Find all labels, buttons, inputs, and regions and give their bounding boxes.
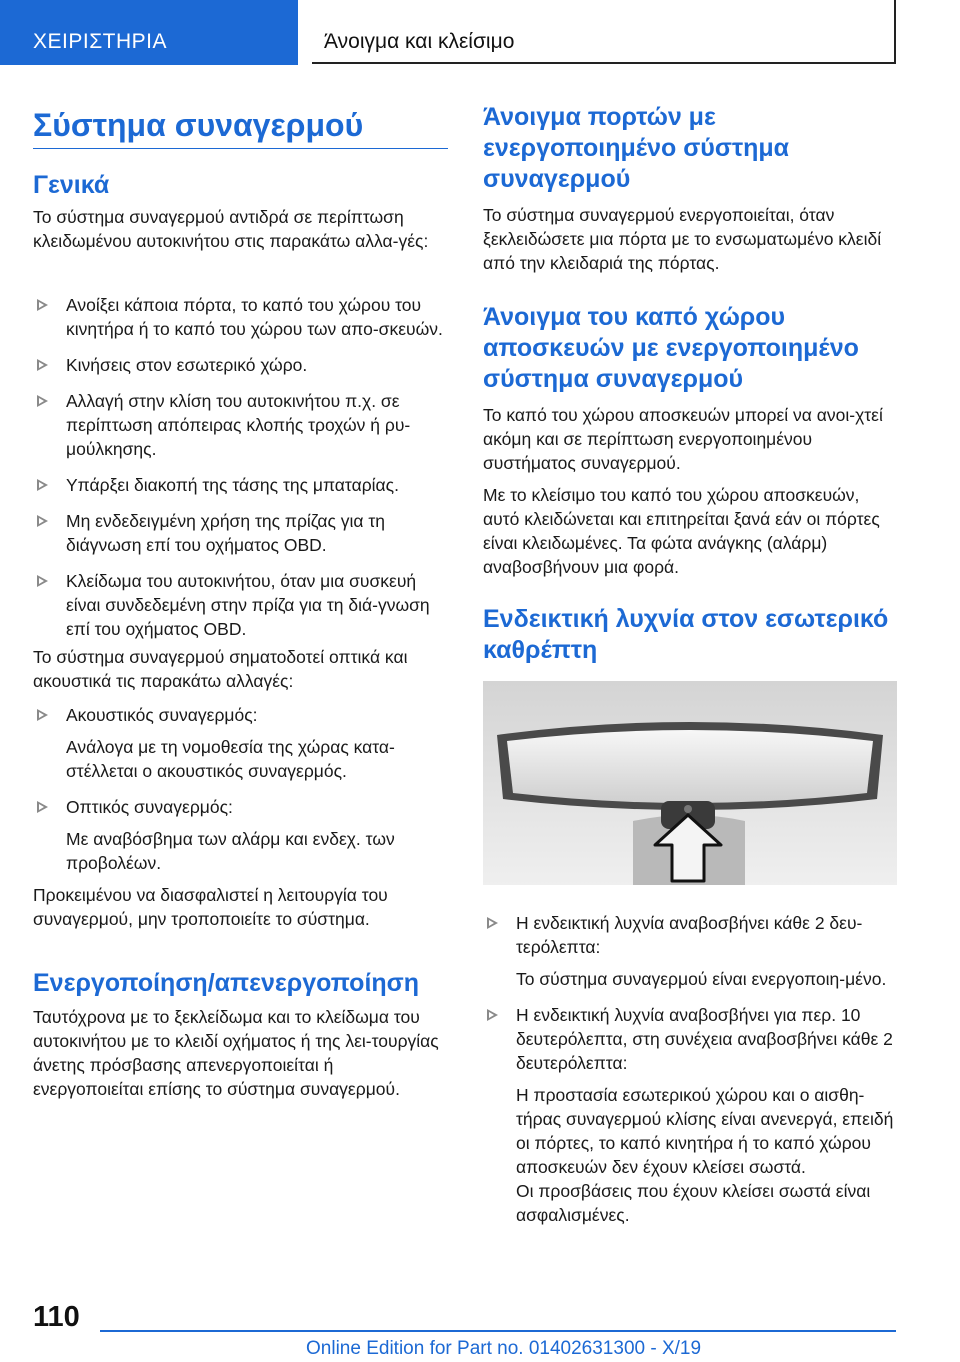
list-item-label: Ακουστικός συναγερμός: bbox=[66, 705, 258, 725]
list-item bbox=[33, 293, 448, 341]
doors-section bbox=[483, 102, 898, 275]
trunk-text-2: Με το κλείσιμο του καπό του χώρου αποσκευών, αυτό κλειδώνεται και επιτηρείται ξανά εάν οι πόρτες είναι κλειδωμένες. Τα φώτα ανάγκης (αλάρμ) αναβοσβήνουν μια φορά. bbox=[483, 485, 880, 577]
section-tab bbox=[0, 0, 298, 65]
list-item-text: Κλείδωμα του αυτοκινήτου, όταν μια συσκευή είναι συνδεδεμένη στην πρίζα για τη διά-γνωση επί του οχήματος OBD. bbox=[66, 571, 430, 639]
list-item-desc: Η προστασία εσωτερικού χώρου και ο αισθη-τήρας συναγερμού κλίσης είναι ανενεργά, επειδή οι πόρτες, το καπό κινητήρα ή το καπό χώρου αποσκευών δεν έχουν κλείσει σωστά. bbox=[516, 1085, 894, 1177]
triangle-bullet-icon bbox=[487, 917, 498, 929]
trunk-heading: Άνοιγμα του καπό χώρου αποσκευών με ενεργοποιημένο σύστημα συναγερμού bbox=[483, 303, 859, 393]
trunk-section bbox=[483, 302, 898, 579]
triangle-bullet-icon bbox=[37, 801, 48, 813]
chapter-title: Άνοιγμα και κλείσιμο bbox=[324, 30, 515, 53]
triangle-bullet-icon bbox=[37, 515, 48, 527]
general-intro: Το σύστημα συναγερμού αντιδρά σε περίπτωση κλειδωμένου αυτοκινήτου στις παρακάτω αλλα-γές: bbox=[33, 207, 429, 251]
footer-rule bbox=[100, 1330, 896, 1332]
list-item-text: Ανοίξει κάποια πόρτα, το καπό του χώρου του κινητήρα ή το καπό του χώρου των απο-σκευών. bbox=[66, 295, 443, 339]
list-item-text: Μη ενδεδειγμένη χρήση της πρίζας για τη διάγνωση επί του οχήματος OBD. bbox=[66, 511, 386, 555]
list-item bbox=[33, 473, 448, 497]
lamp-section bbox=[483, 604, 898, 666]
list-item-text: Υπάρξει διακοπή της τάσης της μπαταρίας. bbox=[66, 475, 399, 495]
doors-text: Το σύστημα συναγερμού ενεργοποιείται, όταν ξεκλειδώσετε μια πόρτα με το ενσωματωμένο κλειδί από την κλειδαριά της πόρτας. bbox=[483, 205, 882, 273]
triangle-bullet-icon bbox=[37, 359, 48, 371]
triangle-bullet-icon bbox=[37, 575, 48, 587]
list-item-label: Οπτικός συναγερμός: bbox=[66, 797, 233, 817]
warning-text: Προκειμένου να διασφαλιστεί η λειτουργία του συναγερμού, μην τροποποιείτε το σύστημα. bbox=[33, 885, 388, 929]
chapter-tab bbox=[312, 0, 896, 64]
trigger-list bbox=[33, 293, 448, 931]
triangle-bullet-icon bbox=[37, 395, 48, 407]
list-item-desc: Με αναβόσβημα των αλάρμ και ενδεχ. των προβολέων. bbox=[66, 829, 395, 873]
activation-heading: Ενεργοποίηση/απενεργοποίηση bbox=[33, 969, 420, 997]
list-item bbox=[33, 509, 448, 557]
lamp-list bbox=[483, 911, 898, 1227]
trunk-text-1: Το καπό του χώρου αποσκευών μπορεί να ανοι-χτεί ακόμη και σε περίπτωση ενεργοποιημένου συστήματος συναγερμού. bbox=[483, 405, 883, 473]
edition-text: Online Edition for Part no. 01402631300 - X/19 bbox=[306, 1338, 702, 1359]
list-item bbox=[33, 703, 448, 727]
list-item-text: Αλλαγή στην κλίση του αυτοκινήτου π.χ. σε περίπτωση απόπειρας κλοπής τροχών ή ρυ-μούλκησης. bbox=[66, 391, 411, 459]
rearview-mirror-illustration bbox=[483, 681, 897, 885]
list-item-desc: Ανάλογα με τη νομοθεσία της χώρας κατα-στέλλεται ο ακουστικός συναγερμός. bbox=[66, 737, 395, 781]
list-item-label: Η ενδεικτική λυχνία αναβοσβήνει για περ. 10 δευτερόλεπτα, στη συνέχεια αναβοσβήνει κάθε 2 δευτερόλεπτα: bbox=[516, 1005, 893, 1073]
activation-text: Ταυτόχρονα με το ξεκλείδωμα και το κλείδωμα του αυτοκινήτου με το κλειδί οχήματος ή της λει-τουργίας άνετης πρόσβασης απενεργοποιείται ή ενεργοποιείται επίσης το σύστημα συναγερμού. bbox=[33, 1007, 439, 1099]
general-heading: Γενικά bbox=[33, 171, 110, 199]
list-item-desc: Το σύστημα συναγερμού είναι ενεργοποιη-μένο. bbox=[516, 969, 887, 989]
section-title: ΧΕΙΡΙΣΤΗΡΙΑ bbox=[33, 30, 168, 53]
page-number: 110 bbox=[33, 1301, 80, 1333]
triangle-bullet-icon bbox=[37, 479, 48, 491]
list-item bbox=[483, 911, 898, 959]
title-rule bbox=[33, 148, 448, 149]
general-section bbox=[33, 170, 448, 253]
page-title: Σύστημα συναγερμού bbox=[33, 107, 364, 143]
list-item bbox=[33, 569, 448, 641]
list-item-label: Η ενδεικτική λυχνία αναβοσβήνει κάθε 2 δευ-τερόλεπτα: bbox=[516, 913, 863, 957]
triangle-bullet-icon bbox=[487, 1009, 498, 1021]
page-header bbox=[0, 0, 960, 65]
lamp-heading: Ενδεικτική λυχνία στον εσωτερικό καθρέπτη bbox=[483, 605, 889, 664]
triangle-bullet-icon bbox=[37, 709, 48, 721]
triangle-bullet-icon bbox=[37, 299, 48, 311]
list-item bbox=[33, 353, 448, 377]
list-item-desc: Οι προσβάσεις που έχουν κλείσει σωστά είναι ασφαλισμένες. bbox=[516, 1181, 871, 1225]
signals-intro: Το σύστημα συναγερμού σηματοδοτεί οπτικά και ακουστικά τις παρακάτω αλλαγές: bbox=[33, 647, 408, 691]
doors-heading: Άνοιγμα πορτών με ενεργοποιημένο σύστημα συναγερμού bbox=[483, 103, 790, 193]
list-item bbox=[33, 795, 448, 819]
activation-section bbox=[33, 968, 448, 1101]
list-item-text: Κινήσεις στον εσωτερικό χώρο. bbox=[66, 355, 308, 375]
list-item bbox=[483, 1003, 898, 1075]
list-item bbox=[33, 389, 448, 461]
rearview-mirror-image bbox=[483, 681, 897, 885]
